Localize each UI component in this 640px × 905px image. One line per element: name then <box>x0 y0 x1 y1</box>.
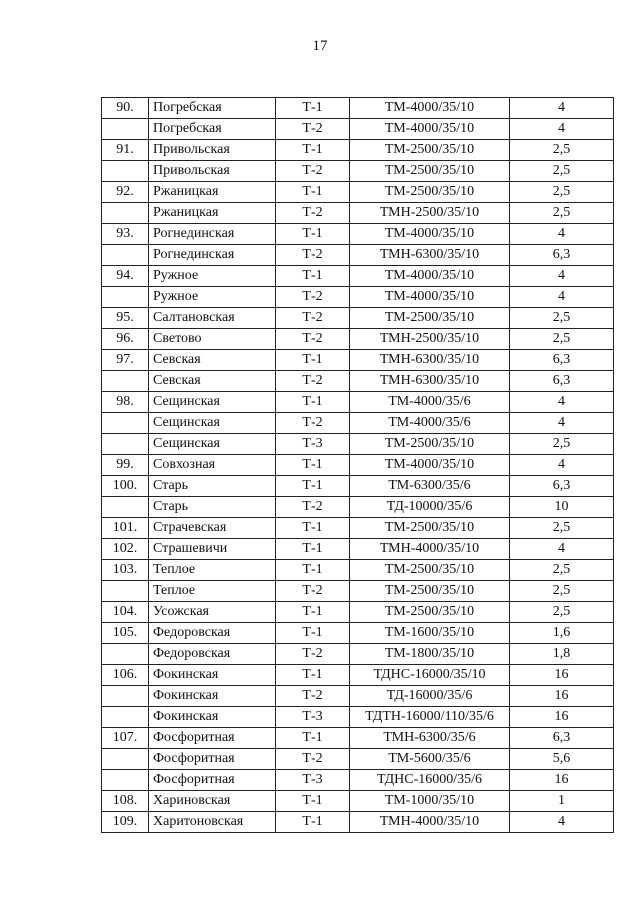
substation-name-cell: Привольская <box>149 161 276 182</box>
power-cell: 4 <box>510 539 614 560</box>
table-row <box>102 686 614 707</box>
row-number-cell: 105. <box>102 623 149 644</box>
row-number-cell: 99. <box>102 455 149 476</box>
transformer-type-cell: ТМН-6300/35/10 <box>350 350 510 371</box>
transformer-type-cell: ТМ-2500/35/10 <box>350 518 510 539</box>
transformer-id-cell: Т-1 <box>276 98 350 119</box>
transformer-id-cell: Т-3 <box>276 434 350 455</box>
transformer-id-cell: Т-1 <box>276 266 350 287</box>
substation-name-cell: Страчевская <box>149 518 276 539</box>
transformer-id-cell: Т-1 <box>276 665 350 686</box>
substation-name-cell: Страшевичи <box>149 539 276 560</box>
transformer-type-cell: ТМН-4000/35/10 <box>350 539 510 560</box>
transformer-type-cell: ТМ-2500/35/10 <box>350 560 510 581</box>
table-row <box>102 287 614 308</box>
table-row <box>102 434 614 455</box>
power-cell: 6,3 <box>510 728 614 749</box>
substation-name-cell: Погребская <box>149 98 276 119</box>
table-row <box>102 371 614 392</box>
transformer-id-cell: Т-1 <box>276 518 350 539</box>
row-number-cell <box>102 119 149 140</box>
table-row <box>102 707 614 728</box>
transformer-type-cell: ТДНС-16000/35/10 <box>350 665 510 686</box>
transformer-type-cell: ТМ-1800/35/10 <box>350 644 510 665</box>
row-number-cell: 95. <box>102 308 149 329</box>
table-row <box>102 749 614 770</box>
transformer-id-cell: Т-1 <box>276 476 350 497</box>
substation-name-cell: Рогнединская <box>149 245 276 266</box>
power-cell: 6,3 <box>510 350 614 371</box>
substation-name-cell: Севская <box>149 350 276 371</box>
transformer-id-cell: Т-1 <box>276 392 350 413</box>
transformer-id-cell: Т-2 <box>276 245 350 266</box>
substation-name-cell: Фосфоритная <box>149 728 276 749</box>
substation-name-cell: Старь <box>149 497 276 518</box>
transformer-id-cell: Т-1 <box>276 140 350 161</box>
table-row <box>102 539 614 560</box>
substation-name-cell: Хариновская <box>149 791 276 812</box>
substation-name-cell: Светово <box>149 329 276 350</box>
row-number-cell: 92. <box>102 182 149 203</box>
transformer-type-cell: ТМ-4000/35/10 <box>350 98 510 119</box>
row-number-cell <box>102 245 149 266</box>
table-row <box>102 308 614 329</box>
row-number-cell <box>102 749 149 770</box>
row-number-cell: 93. <box>102 224 149 245</box>
table-row <box>102 623 614 644</box>
transformer-id-cell: Т-1 <box>276 182 350 203</box>
transformer-id-cell: Т-3 <box>276 707 350 728</box>
power-cell: 2,5 <box>510 581 614 602</box>
transformer-id-cell: Т-1 <box>276 560 350 581</box>
row-number-cell <box>102 497 149 518</box>
table-row <box>102 329 614 350</box>
transformer-type-cell: ТМ-4000/35/10 <box>350 119 510 140</box>
transformer-id-cell: Т-1 <box>276 602 350 623</box>
table-row <box>102 140 614 161</box>
table-row <box>102 392 614 413</box>
power-cell: 4 <box>510 98 614 119</box>
power-cell: 4 <box>510 266 614 287</box>
substation-name-cell: Старь <box>149 476 276 497</box>
transformer-id-cell: Т-2 <box>276 371 350 392</box>
power-cell: 4 <box>510 455 614 476</box>
table-row <box>102 161 614 182</box>
power-cell: 2,5 <box>510 203 614 224</box>
row-number-cell: 103. <box>102 560 149 581</box>
row-number-cell: 100. <box>102 476 149 497</box>
power-cell: 4 <box>510 287 614 308</box>
transformer-type-cell: ТМН-6300/35/10 <box>350 245 510 266</box>
row-number-cell <box>102 203 149 224</box>
row-number-cell: 98. <box>102 392 149 413</box>
table-row <box>102 665 614 686</box>
power-cell: 2,5 <box>510 161 614 182</box>
transformer-id-cell: Т-2 <box>276 119 350 140</box>
substation-name-cell: Ржаницкая <box>149 203 276 224</box>
row-number-cell: 109. <box>102 812 149 833</box>
transformer-type-cell: ТМН-6300/35/6 <box>350 728 510 749</box>
power-cell: 4 <box>510 392 614 413</box>
row-number-cell <box>102 371 149 392</box>
transformer-id-cell: Т-1 <box>276 728 350 749</box>
substation-name-cell: Фокинская <box>149 707 276 728</box>
power-cell: 6,3 <box>510 476 614 497</box>
substation-name-cell: Федоровская <box>149 623 276 644</box>
power-cell: 6,3 <box>510 371 614 392</box>
power-cell: 5,6 <box>510 749 614 770</box>
table-row <box>102 560 614 581</box>
substation-name-cell: Фокинская <box>149 665 276 686</box>
substation-name-cell: Сещинская <box>149 413 276 434</box>
substation-name-cell: Фокинская <box>149 686 276 707</box>
transformer-id-cell: Т-2 <box>276 203 350 224</box>
transformer-type-cell: ТМ-2500/35/10 <box>350 581 510 602</box>
power-cell: 6,3 <box>510 245 614 266</box>
transformer-id-cell: Т-2 <box>276 644 350 665</box>
row-number-cell <box>102 686 149 707</box>
power-cell: 16 <box>510 665 614 686</box>
table-row <box>102 224 614 245</box>
transformer-id-cell: Т-2 <box>276 161 350 182</box>
table-body <box>102 98 614 833</box>
power-cell: 2,5 <box>510 140 614 161</box>
page-number: 17 <box>312 38 328 54</box>
table-row <box>102 266 614 287</box>
power-cell: 2,5 <box>510 560 614 581</box>
power-cell: 10 <box>510 497 614 518</box>
substation-name-cell: Погребская <box>149 119 276 140</box>
transformer-type-cell: ТМН-6300/35/10 <box>350 371 510 392</box>
substation-name-cell: Совхозная <box>149 455 276 476</box>
transformer-type-cell: ТДТН-16000/110/35/6 <box>350 707 510 728</box>
transformer-id-cell: Т-1 <box>276 224 350 245</box>
substation-name-cell: Ружное <box>149 287 276 308</box>
transformer-id-cell: Т-2 <box>276 497 350 518</box>
substation-name-cell: Сещинская <box>149 434 276 455</box>
substation-name-cell: Фосфоритная <box>149 770 276 791</box>
substation-name-cell: Сещинская <box>149 392 276 413</box>
transformer-type-cell: ТМ-4000/35/6 <box>350 413 510 434</box>
row-number-cell <box>102 161 149 182</box>
row-number-cell: 94. <box>102 266 149 287</box>
table-row <box>102 581 614 602</box>
power-cell: 4 <box>510 812 614 833</box>
transformer-type-cell: ТДНС-16000/35/6 <box>350 770 510 791</box>
transformer-type-cell: ТМ-2500/35/10 <box>350 434 510 455</box>
row-number-cell: 108. <box>102 791 149 812</box>
transformer-type-cell: ТМ-2500/35/10 <box>350 161 510 182</box>
power-cell: 2,5 <box>510 182 614 203</box>
table-row <box>102 455 614 476</box>
transformer-id-cell: Т-2 <box>276 749 350 770</box>
transformer-id-cell: Т-1 <box>276 455 350 476</box>
substation-name-cell: Привольская <box>149 140 276 161</box>
transformer-type-cell: ТМ-5600/35/6 <box>350 749 510 770</box>
row-number-cell: 96. <box>102 329 149 350</box>
transformer-type-cell: ТМ-4000/35/10 <box>350 287 510 308</box>
row-number-cell: 101. <box>102 518 149 539</box>
row-number-cell <box>102 434 149 455</box>
table-row <box>102 602 614 623</box>
transformer-id-cell: Т-2 <box>276 329 350 350</box>
row-number-cell: 91. <box>102 140 149 161</box>
row-number-cell: 97. <box>102 350 149 371</box>
transformer-id-cell: Т-1 <box>276 350 350 371</box>
power-cell: 1,6 <box>510 623 614 644</box>
table-row <box>102 770 614 791</box>
transformer-id-cell: Т-2 <box>276 686 350 707</box>
row-number-cell: 102. <box>102 539 149 560</box>
row-number-cell <box>102 644 149 665</box>
power-cell: 1 <box>510 791 614 812</box>
table-row <box>102 413 614 434</box>
transformer-type-cell: ТМ-2500/35/10 <box>350 140 510 161</box>
table-row <box>102 98 614 119</box>
table-row <box>102 182 614 203</box>
substation-name-cell: Ружное <box>149 266 276 287</box>
table-row <box>102 119 614 140</box>
power-cell: 2,5 <box>510 434 614 455</box>
table-row <box>102 791 614 812</box>
row-number-cell <box>102 287 149 308</box>
transformer-type-cell: ТМ-2500/35/10 <box>350 602 510 623</box>
power-cell: 16 <box>510 770 614 791</box>
transformer-id-cell: Т-2 <box>276 581 350 602</box>
transformer-type-cell: ТМ-1600/35/10 <box>350 623 510 644</box>
power-cell: 4 <box>510 413 614 434</box>
substation-name-cell: Федоровская <box>149 644 276 665</box>
transformer-type-cell: ТМ-4000/35/10 <box>350 266 510 287</box>
row-number-cell: 90. <box>102 98 149 119</box>
table-row <box>102 476 614 497</box>
substation-name-cell: Салтановская <box>149 308 276 329</box>
power-cell: 2,5 <box>510 518 614 539</box>
row-number-cell <box>102 581 149 602</box>
transformer-id-cell: Т-1 <box>276 623 350 644</box>
transformer-id-cell: Т-1 <box>276 539 350 560</box>
substation-name-cell: Фосфоритная <box>149 749 276 770</box>
transformer-type-cell: ТМ-4000/35/10 <box>350 224 510 245</box>
transformer-type-cell: ТМ-6300/35/6 <box>350 476 510 497</box>
row-number-cell: 106. <box>102 665 149 686</box>
substation-name-cell: Теплое <box>149 560 276 581</box>
transformer-id-cell: Т-2 <box>276 308 350 329</box>
substation-name-cell: Севская <box>149 371 276 392</box>
table-row <box>102 497 614 518</box>
transformer-type-cell: ТМ-2500/35/10 <box>350 308 510 329</box>
transformer-type-cell: ТМН-4000/35/10 <box>350 812 510 833</box>
row-number-cell <box>102 770 149 791</box>
transformer-id-cell: Т-1 <box>276 791 350 812</box>
transformer-type-cell: ТМ-1000/35/10 <box>350 791 510 812</box>
row-number-cell <box>102 413 149 434</box>
power-cell: 16 <box>510 686 614 707</box>
substation-name-cell: Теплое <box>149 581 276 602</box>
table-row <box>102 728 614 749</box>
transformer-type-cell: ТД-10000/35/6 <box>350 497 510 518</box>
substation-name-cell: Усожская <box>149 602 276 623</box>
substation-name-cell: Рогнединская <box>149 224 276 245</box>
power-cell: 2,5 <box>510 308 614 329</box>
transformer-type-cell: ТМ-4000/35/6 <box>350 392 510 413</box>
table-row <box>102 812 614 833</box>
substation-transformer-table <box>101 97 614 833</box>
table-row <box>102 644 614 665</box>
power-cell: 2,5 <box>510 329 614 350</box>
power-cell: 1,8 <box>510 644 614 665</box>
transformer-id-cell: Т-3 <box>276 770 350 791</box>
power-cell: 16 <box>510 707 614 728</box>
row-number-cell <box>102 707 149 728</box>
power-cell: 4 <box>510 224 614 245</box>
substation-name-cell: Ржаницкая <box>149 182 276 203</box>
table-row <box>102 350 614 371</box>
transformer-type-cell: ТМ-4000/35/10 <box>350 455 510 476</box>
substation-name-cell: Харитоновская <box>149 812 276 833</box>
transformer-id-cell: Т-2 <box>276 287 350 308</box>
row-number-cell: 104. <box>102 602 149 623</box>
transformer-id-cell: Т-1 <box>276 812 350 833</box>
transformer-type-cell: ТМН-2500/35/10 <box>350 203 510 224</box>
table-row <box>102 203 614 224</box>
transformer-id-cell: Т-2 <box>276 413 350 434</box>
power-cell: 2,5 <box>510 602 614 623</box>
table-row <box>102 518 614 539</box>
transformer-type-cell: ТМН-2500/35/10 <box>350 329 510 350</box>
transformer-type-cell: ТД-16000/35/6 <box>350 686 510 707</box>
transformer-type-cell: ТМ-2500/35/10 <box>350 182 510 203</box>
table-row <box>102 245 614 266</box>
power-cell: 4 <box>510 119 614 140</box>
row-number-cell: 107. <box>102 728 149 749</box>
